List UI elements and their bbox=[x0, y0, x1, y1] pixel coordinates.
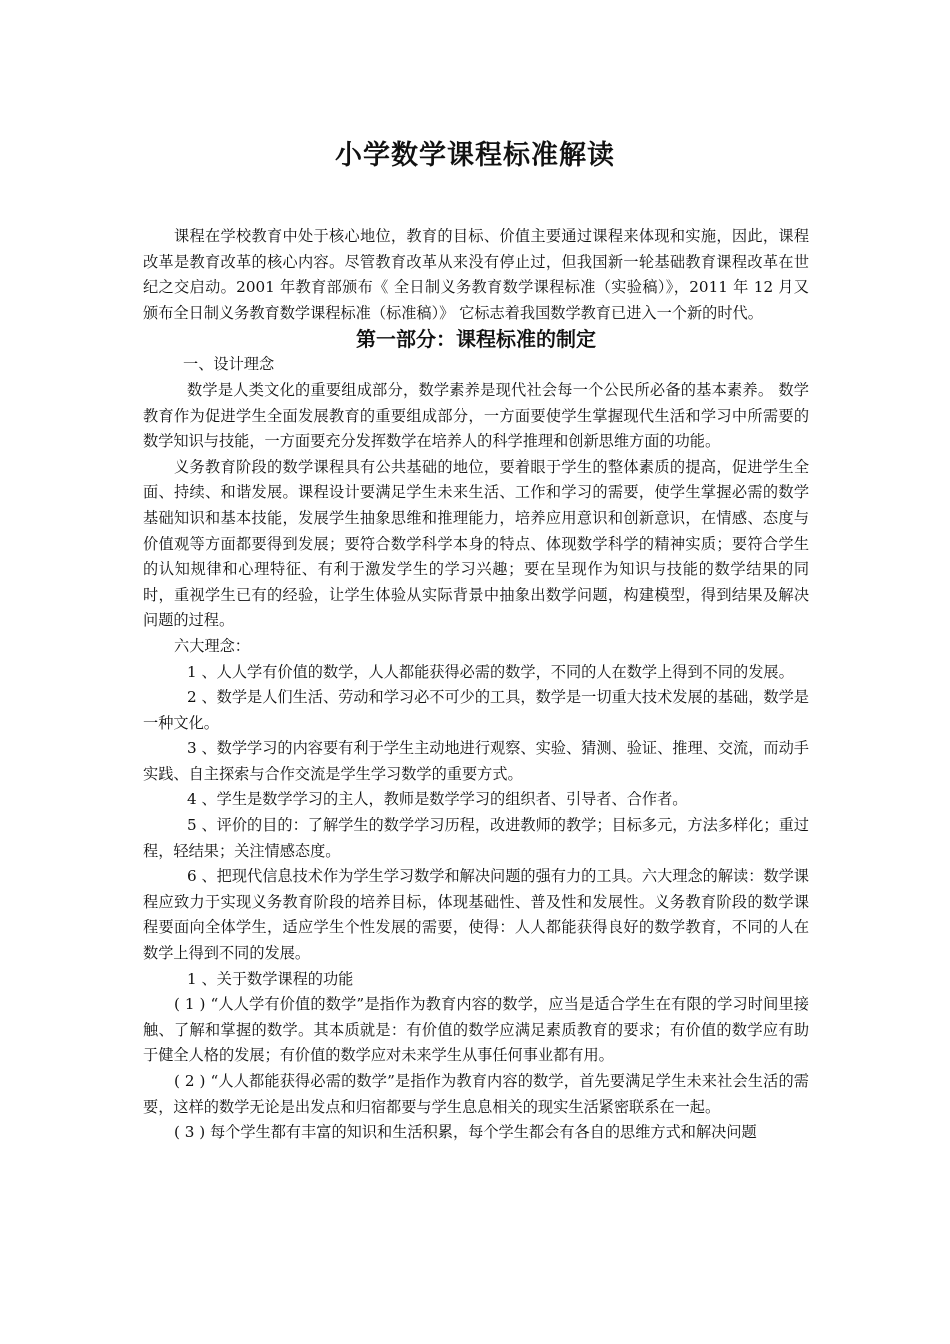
paragraph-math-culture: 数学是人类文化的重要组成部分，数学素养是现代社会每一个公民所必备的基本素养。 数学教育作为促进学生全面发展教育的重要组成部分，一方面要使学生掌握现代生活和学习中所需要的数学知识与技能，一方面要充分发挥数学在培养人的科学推理和创新思维方面的功能。 bbox=[143, 380, 809, 451]
subsection-course-function: 1 、关于数学课程的功能 bbox=[187, 969, 354, 988]
concept-item-3: 3 、数学学习的内容要有利于学生主动地进行观察、实验、猜测、验证、推理、交流，而动手实践、自主探索与合作交流是学生学习数学的重要方式。 bbox=[143, 739, 809, 783]
section-heading-design-concept: 一、设计理念 bbox=[183, 355, 275, 374]
part1-heading: 第一部分：课程标准的制定 bbox=[356, 327, 596, 352]
intro-paragraph: 课程在学校教育中处于核心地位，教育的目标、价值主要通过课程来体现和实施，因此，课程改革是教育改革的核心内容。尽管教育改革从来没有停止过，但我国新一轮基础教育课程改革在世纪之交启动。2001 年教育部颁布《 全日制义务教育数学课程标准（实验稿）》，2011 年 12 月又颁布全日制义务教育数学课程标准（标准稿）》 它标志着我国数学教育已进入一个新的时代。 bbox=[143, 227, 809, 322]
document-body bbox=[143, 224, 809, 1146]
point-3: ( 3 ) 每个学生都有丰富的知识和生活积累，每个学生都会有各自的思维方式和解决问题 bbox=[174, 1123, 757, 1142]
six-concepts-label: 六大理念： bbox=[174, 636, 250, 655]
concept-item-5: 5 、评价的目的：了解学生的数学学习历程，改进教师的教学；目标多元，方法多样化；重过程，轻结果；关注情感态度。 bbox=[143, 816, 809, 860]
point-1: ( 1 ) “人人学有价值的数学”是指作为教育内容的数学，应当是适合学生在有限的学习时间里接触、了解和掌握的数学。其本质就是：有价值的数学应满足素质教育的要求；有价值的数学应有助于健全人格的发展；有价值的数学应对未来学生从事任何事业都有用。 bbox=[143, 995, 809, 1065]
concept-item-2: 2 、数学是人们生活、劳动和学习必不可少的工具，数学是一切重大技术发展的基础，数学是一种文化。 bbox=[143, 688, 809, 732]
concept-item-6: 6 、把现代信息技术作为学生学习数学和解决问题的强有力的工具。六大理念的解读：数学课程应致力于实现义务教育阶段的培养目标，体现基础性、普及性和发展性。义务教育阶段的数学课程要面向全体学生，适应学生个性发展的需要，使得：人人都能获得良好的数学教育，不同的人在数学上得到不同的发展。 bbox=[143, 867, 809, 963]
concept-item-4: 4 、学生是数学学习的主人，教师是数学学习的组织者、引导者、合作者。 bbox=[187, 790, 688, 809]
paragraph-compulsory-education: 义务教育阶段的数学课程具有公共基础的地位，要着眼于学生的整体素质的提高，促进学生全面、持续、和谐发展。课程设计要满足学生未来生活、工作和学习的需要，使学生掌握必需的数学基础知识和基本技能，发展学生抽象思维和推理能力，培养应用意识和创新意识，在情感、态度与价值观等方面都要得到发展；要符合数学科学本身的特点、体现数学科学的精神实质；要符合学生的认知规律和心理特征、有利于激发学生的学习兴趣；要在呈现作为知识与技能的数学结果的同时，重视学生已有的经验，让学生体验从实际背景中抽象出数学问题，构建模型，得到结果及解决问题的过程。 bbox=[143, 457, 809, 630]
document-title: 小学数学课程标准解读 bbox=[335, 140, 615, 171]
concept-item-1: 1 、人人学有价值的数学，人人都能获得必需的数学，不同的人在数学上得到不同的发展。 bbox=[187, 662, 794, 681]
point-2: ( 2 ) “人人都能获得必需的数学”是指作为教育内容的数学，首先要满足学生未来社会生活的需要，这样的数学无论是出发点和归宿都要与学生息息相关的现实生活紧密联系在一起。 bbox=[143, 1072, 809, 1116]
